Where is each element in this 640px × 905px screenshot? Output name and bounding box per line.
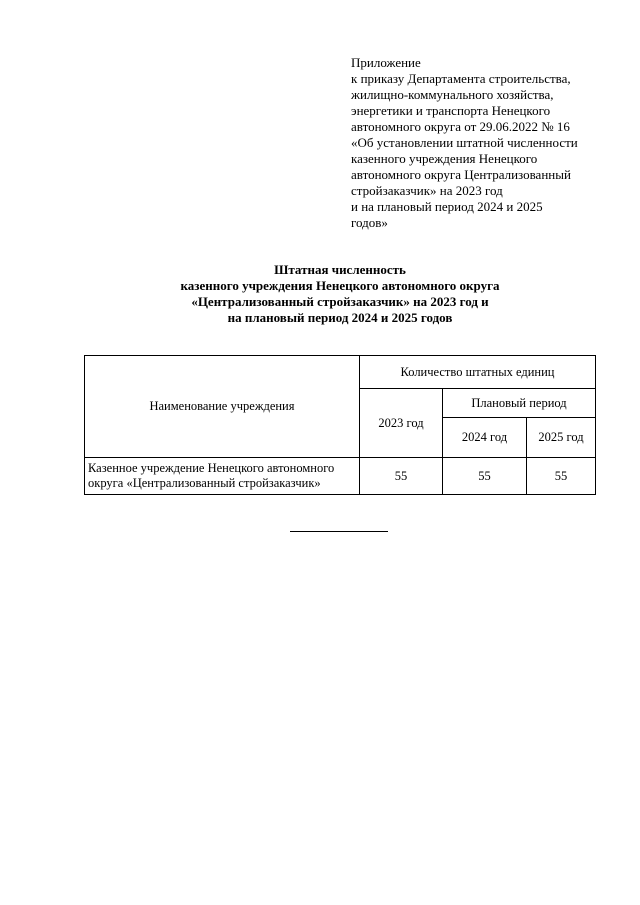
row-name-cell: Казенное учреждение Ненецкого автономного округа «Централизованный стройзаказчик» bbox=[85, 458, 360, 495]
table-row bbox=[85, 458, 596, 495]
header-year-2023-cell: 2023 год bbox=[360, 389, 443, 458]
appendix-line: к приказу Департамента строительства, bbox=[351, 71, 571, 86]
header-planned-period-cell: Плановый период bbox=[443, 389, 596, 418]
title-line: Штатная численность bbox=[274, 262, 406, 277]
appendix-line: Приложение bbox=[351, 55, 421, 70]
appendix-line: стройзаказчик» на 2023 год bbox=[351, 183, 503, 198]
appendix-line: энергетики и транспорта Ненецкого bbox=[351, 103, 551, 118]
end-divider-line bbox=[290, 531, 388, 532]
title-line: казенного учреждения Ненецкого автономного округа bbox=[180, 278, 500, 293]
title-line: на плановый период 2024 и 2025 годов bbox=[227, 310, 453, 325]
appendix-line: годов» bbox=[351, 215, 388, 230]
document-title bbox=[0, 262, 640, 326]
row-value-2023-cell: 55 bbox=[360, 458, 443, 495]
header-year-2024-cell: 2024 год bbox=[443, 418, 527, 458]
header-year-2025-cell: 2025 год bbox=[527, 418, 596, 458]
header-name-cell: Наименование учреждения bbox=[85, 356, 360, 458]
title-line: «Централизованный стройзаказчик» на 2023 год и bbox=[191, 294, 489, 309]
row-value-2024-cell: 55 bbox=[443, 458, 527, 495]
appendix-line: «Об установлении штатной численности bbox=[351, 135, 578, 150]
appendix-line: и на плановый период 2024 и 2025 bbox=[351, 199, 543, 214]
staff-table bbox=[84, 355, 596, 495]
appendix-line: жилищно-коммунального хозяйства, bbox=[351, 87, 554, 102]
header-count-group-cell: Количество штатных единиц bbox=[360, 356, 596, 389]
appendix-line: автономного округа от 29.06.2022 № 16 bbox=[351, 119, 570, 134]
table-header-row bbox=[85, 356, 596, 389]
appendix-block bbox=[351, 55, 621, 231]
appendix-line: автономного округа Централизованный bbox=[351, 167, 571, 182]
row-value-2025-cell: 55 bbox=[527, 458, 596, 495]
appendix-line: казенного учреждения Ненецкого bbox=[351, 151, 538, 166]
